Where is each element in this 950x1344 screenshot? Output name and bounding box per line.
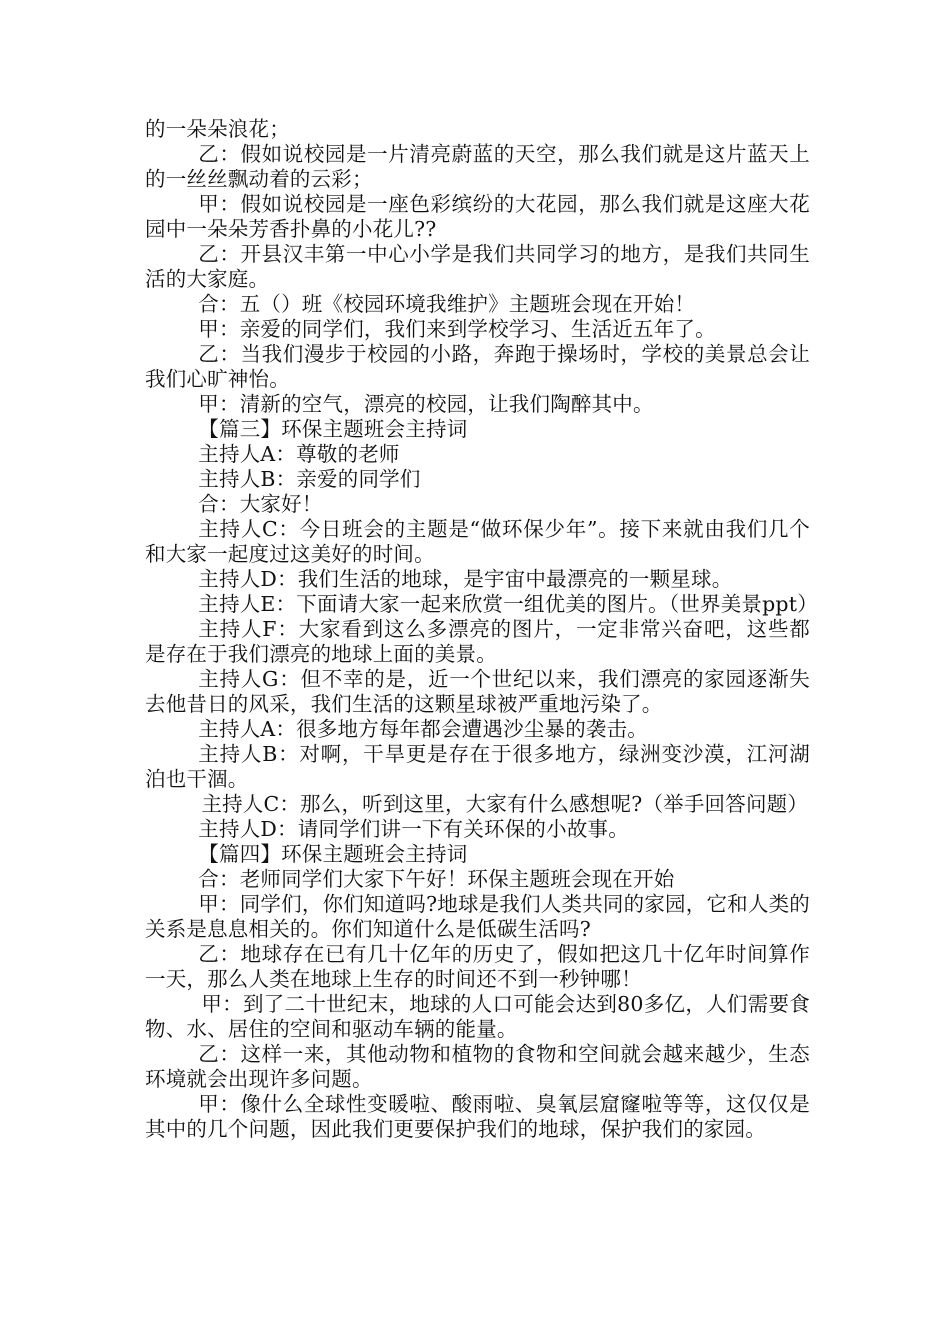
section-heading: 【篇四】环保主题班会主持词: [198, 842, 468, 866]
paragraph: 的一朵朵浪花；: [145, 117, 290, 141]
paragraph: 乙：地球存在已有几十亿年的历史了，假如把这几十亿年时间算作一天，那么人类在地球上生存的时间还不到一秒钟哪！: [145, 942, 810, 991]
paragraph: 主持人F：大家看到这么多漂亮的图片，一定非常兴奋吧，这些都是存在于我们漂亮的地球上面的美景。: [145, 617, 810, 666]
paragraph: 主持人A：尊敬的老师: [198, 442, 400, 466]
section-heading: 【篇三】环保主题班会主持词: [198, 417, 468, 441]
paragraph: 乙：假如说校园是一片清亮蔚蓝的天空，那么我们就是这片蓝天上的一丝丝飘动着的云彩；: [145, 142, 810, 191]
paragraph: 主持人E：下面请大家一起来欣赏一组优美的图片。（世界美景ppt）: [198, 592, 818, 616]
paragraph: 甲：假如说校园是一座色彩缤纷的大花园，那么我们就是这座大花园中一朵朵芳香扑鼻的小花儿??: [145, 192, 810, 241]
document-body: [145, 117, 818, 1142]
paragraph: 甲：清新的空气，漂亮的校园，让我们陶醉其中。: [198, 392, 654, 416]
paragraph: 主持人C：那么，听到这里，大家有什么感想呢?（举手回答问题）: [201, 792, 809, 816]
paragraph: 甲：同学们，你们知道吗?地球是我们人类共同的家园，它和人类的关系是息息相关的。你们知道什么是低碳生活吗?: [145, 892, 810, 941]
paragraph: 主持人A：很多地方每年都会遭遇沙尘暴的袭击。: [198, 717, 648, 741]
paragraph: 主持人B：对啊，干旱更是存在于很多地方，绿洲变沙漠，江河湖泊也干涸。: [145, 742, 810, 791]
paragraph: 乙：开县汉丰第一中心小学是我们共同学习的地方，是我们共同生活的大家庭。: [145, 242, 810, 291]
paragraph: 合：五（）班《校园环境我维护》主题班会现在开始！: [198, 292, 696, 316]
paragraph: 甲：到了二十世纪末，地球的人口可能会达到80多亿，人们需要食物、水、居住的空间和驱动车辆的能量。: [145, 992, 810, 1041]
paragraph: 主持人C：今日班会的主题是“做环保少年”。接下来就由我们几个和大家一起度过这美好的时间。: [145, 517, 810, 566]
paragraph: 甲：亲爱的同学们，我们来到学校学习、生活近五年了。: [198, 317, 716, 341]
paragraph: 乙：当我们漫步于校园的小路，奔跑于操场时，学校的美景总会让我们心旷神怡。: [145, 342, 810, 391]
paragraph: 合：老师同学们大家下午好！环保主题班会现在开始: [198, 867, 675, 891]
paragraph: 主持人G：但不幸的是，近一个世纪以来，我们漂亮的家园逐渐失去他昔日的风采，我们生活的这颗星球被严重地污染了。: [145, 667, 810, 716]
paragraph: 主持人D：我们生活的地球，是宇宙中最漂亮的一颗星球。: [198, 567, 733, 591]
paragraph: 主持人D：请同学们讲一下有关环保的小故事。: [198, 817, 629, 841]
paragraph: 合：大家好！: [198, 492, 323, 516]
paragraph: 甲：像什么全球性变暖啦、酸雨啦、臭氧层窟窿啦等等，这仅仅是其中的几个问题，因此我们更要保护我们的地球，保护我们的家园。: [145, 1092, 810, 1141]
paragraph: 乙：这样一来，其他动物和植物的食物和空间就会越来越少，生态环境就会出现许多问题。: [145, 1042, 810, 1091]
paragraph: 主持人B：亲爱的同学们: [198, 467, 421, 491]
